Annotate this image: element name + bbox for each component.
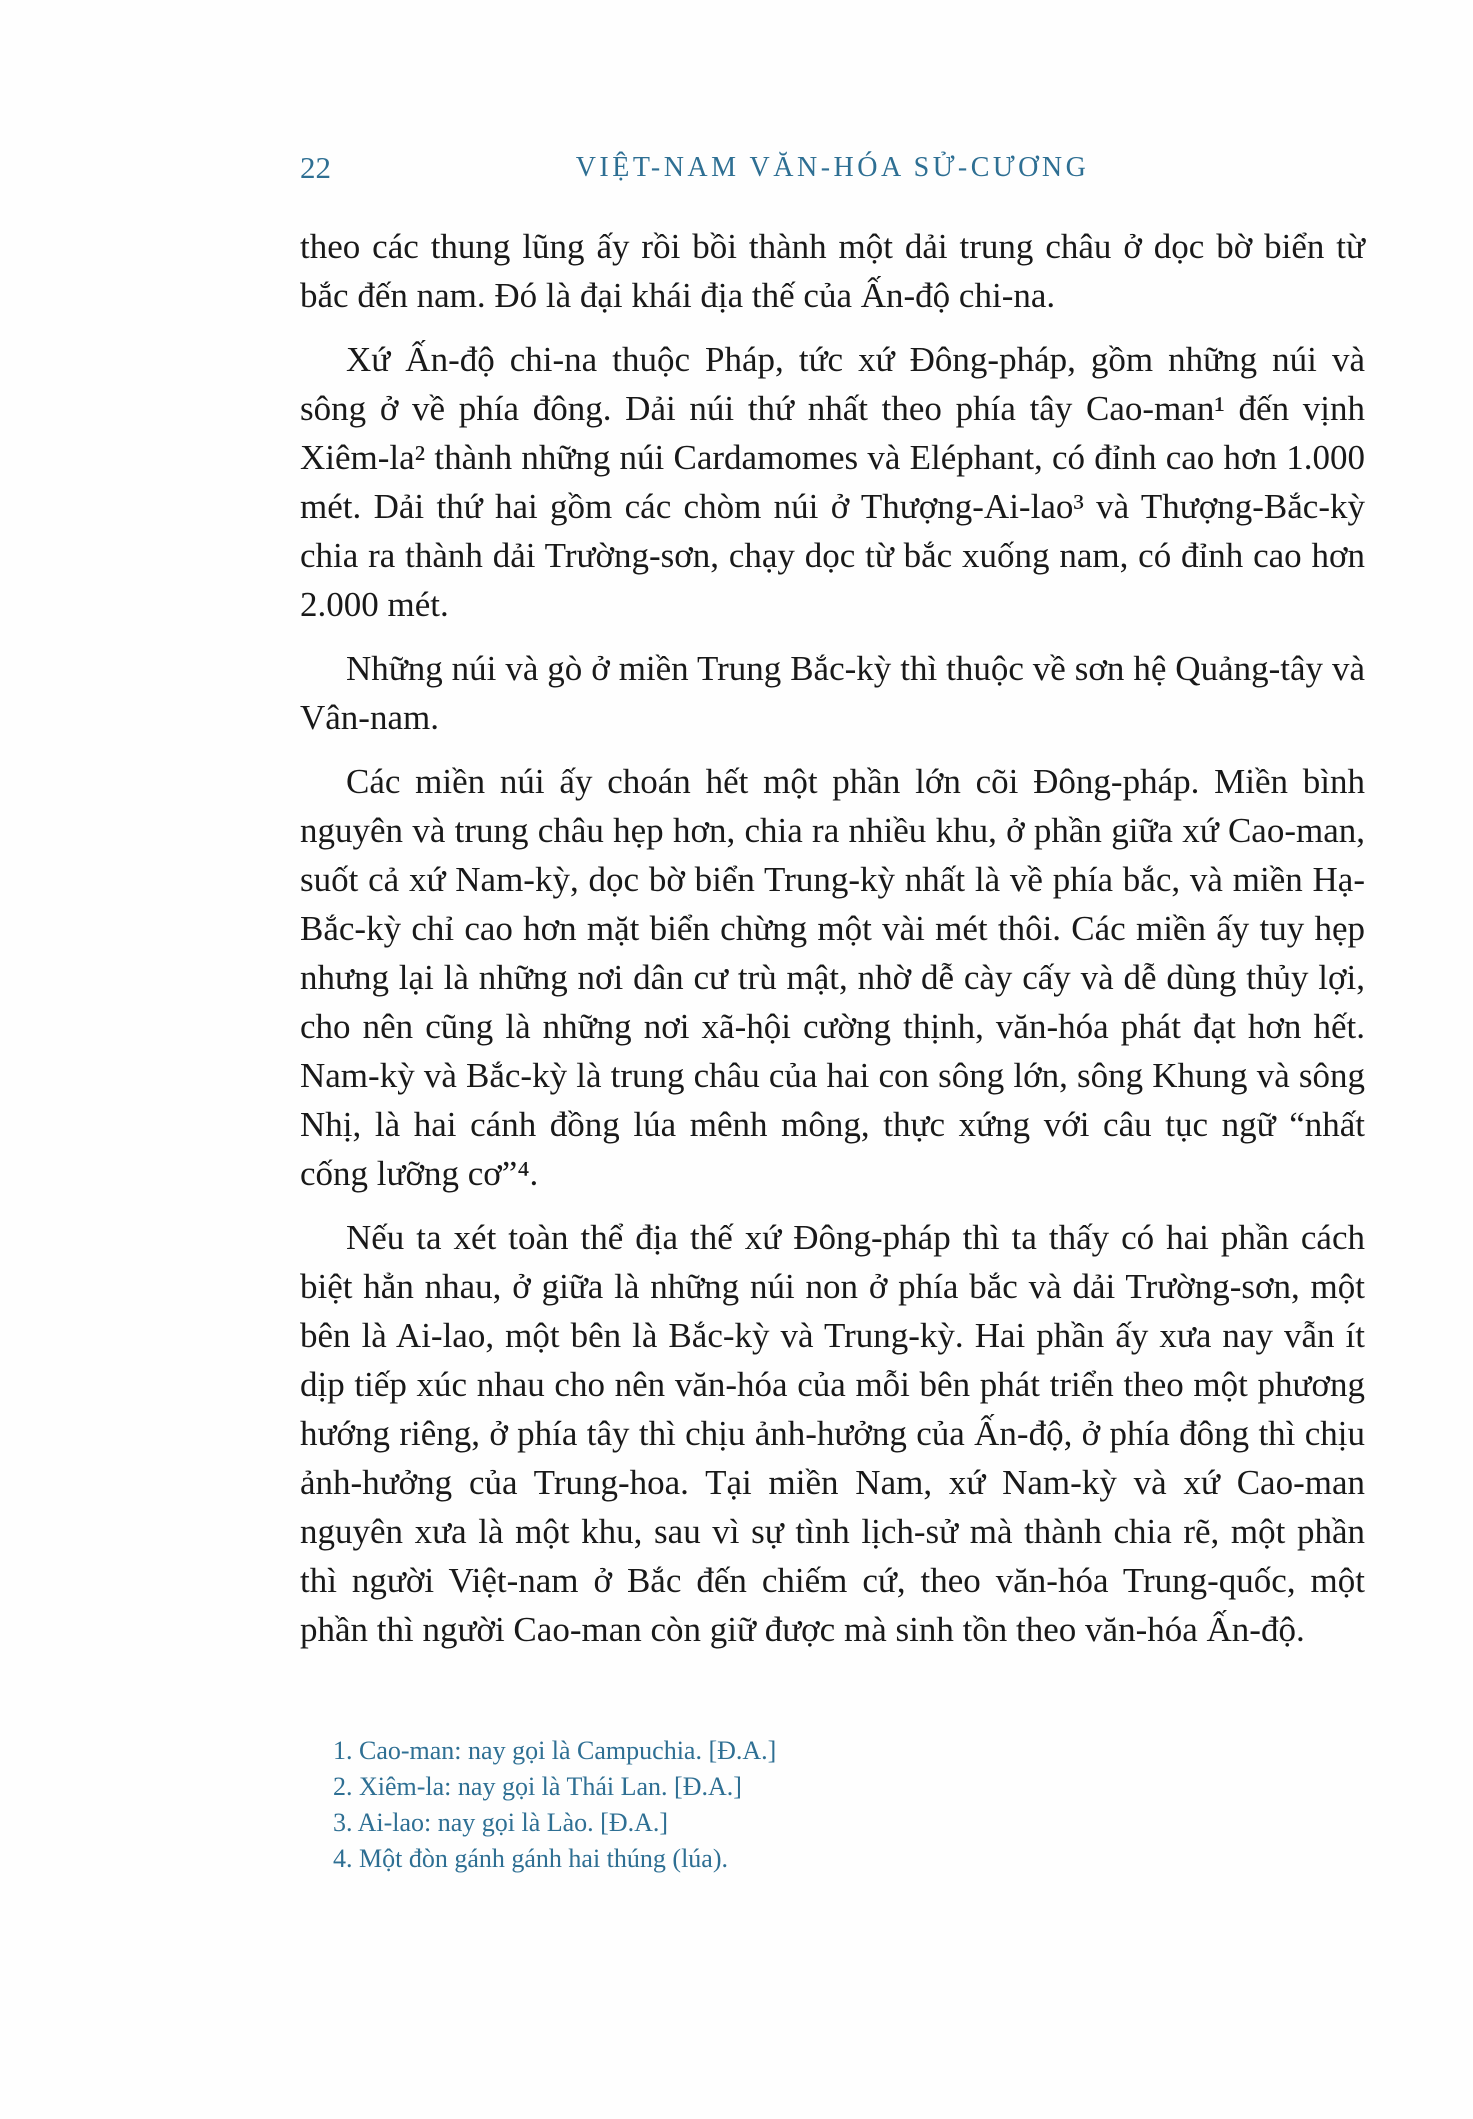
footnote-4: 4. Một đòn gánh gánh hai thúng (lúa). [333, 1844, 728, 1873]
body-text [300, 222, 1365, 1654]
footnote-1: 1. Cao-man: nay gọi là Campuchia. [Đ.A.] [333, 1736, 777, 1765]
page-number: 22 [300, 150, 331, 185]
paragraph-5: Nếu ta xét toàn thể địa thế xứ Đông-pháp thì ta thấy có hai phần cách biệt hẳn nhau, ở giữa là những núi non ở phía bắc và dải Trường-sơn, một bên là Ai-lao, một bên là Bắc-kỳ và Trung-kỳ. Hai phần ấy xưa nay vẫn ít dịp tiếp xúc nhau cho nên văn-hóa của mỗi bên phát triển theo một phương hướng riêng, ở phía tây thì chịu ảnh-hưởng của Ấn-độ, ở phía đông thì chịu ảnh-hưởng của Trung-hoa. Tại miền Nam, xứ Nam-kỳ và xứ Cao-man nguyên xưa là một khu, sau vì sự tình lịch-sử mà thành chia rẽ, một phần thì người Việt-nam ở Bắc đến chiếm cứ, theo văn-hóa Trung-quốc, một phần thì người Cao-man còn giữ được mà sinh tồn theo văn-hóa Ấn-độ. [300, 1218, 1365, 1649]
footnotes [333, 1733, 1333, 1877]
footnote-3: 3. Ai-lao: nay gọi là Lào. [Đ.A.] [333, 1808, 669, 1837]
paragraph-2: Xứ Ấn-độ chi-na thuộc Pháp, tức xứ Đông-pháp, gồm những núi và sông ở về phía đông. Dải núi thứ nhất theo phía tây Cao-man¹ đến vịnh Xiêm-la² thành những núi Cardamomes và Eléphant, có đỉnh cao hơn 1.000 mét. Dải thứ hai gồm các chòm núi ở Thượng-Ai-lao³ và Thượng-Bắc-kỳ chia ra thành dải Trường-sơn, chạy dọc từ bắc xuống nam, có đỉnh cao hơn 2.000 mét. [300, 340, 1365, 624]
paragraph-3: Những núi và gò ở miền Trung Bắc-kỳ thì thuộc về sơn hệ Quảng-tây và Vân-nam. [300, 649, 1365, 737]
footnote-2: 2. Xiêm-la: nay gọi là Thái Lan. [Đ.A.] [333, 1772, 742, 1801]
paragraph-continuation: theo các thung lũng ấy rồi bồi thành một dải trung châu ở dọc bờ biển từ bắc đến nam. Đó là đại khái địa thế của Ấn-độ chi-na. [300, 227, 1365, 315]
running-header [300, 150, 1365, 190]
paragraph-4: Các miền núi ấy choán hết một phần lớn cõi Đông-pháp. Miền bình nguyên và trung châu hẹp hơn, chia ra nhiều khu, ở phần giữa xứ Cao-man, suốt cả xứ Nam-kỳ, dọc bờ biển Trung-kỳ nhất là về phía bắc, và miền Hạ-Bắc-kỳ chỉ cao hơn mặt biển chừng một vài mét thôi. Các miền ấy tuy hẹp nhưng lại là những nơi dân cư trù mật, nhờ dễ cày cấy và dễ dùng thủy lợi, cho nên cũng là những nơi xã-hội cường thịnh, văn-hóa phát đạt hơn hết. Nam-kỳ và Bắc-kỳ là trung châu của hai con sông lớn, sông Khung và sông Nhị, là hai cánh đồng lúa mênh mông, thực xứng với câu tục ngữ “nhất cống lưỡng cơ”⁴. [300, 762, 1365, 1193]
running-title: VIỆT-NAM VĂN-HÓA SỬ-CƯƠNG [575, 152, 1090, 183]
